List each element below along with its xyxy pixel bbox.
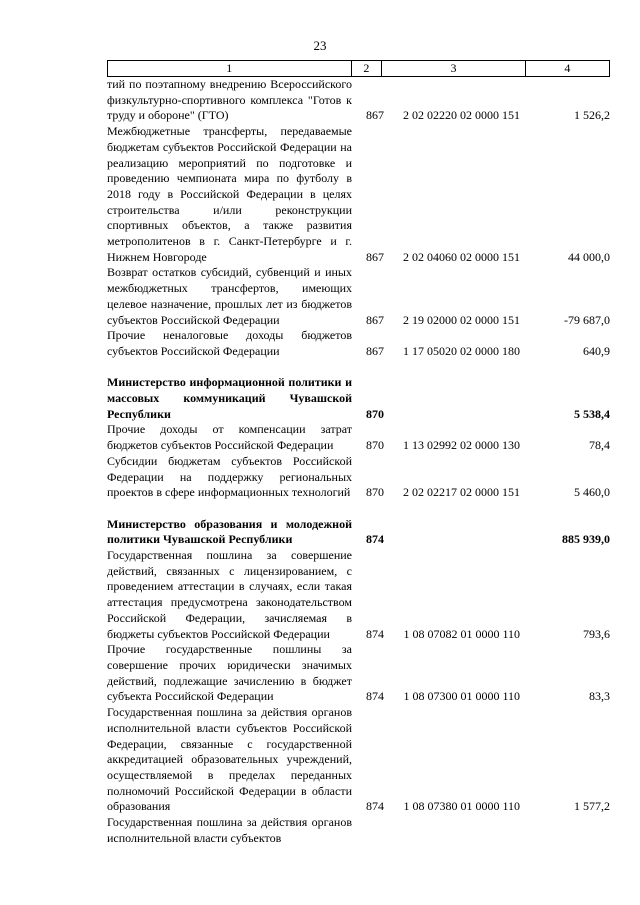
- row-description: тий по поэтапному внедрению Всероссийского физкультурно-спортивного комплекса "Готов к труду и обороне" (ГТО): [107, 77, 352, 123]
- header-col-4: 4: [525, 61, 609, 76]
- ministry-name: Министерство информационной политики и массовых коммуникаций Чувашской Республики: [107, 375, 352, 421]
- revenue-table: [107, 60, 610, 846]
- row-admin-code: 870: [366, 406, 384, 421]
- row-admin-code: 874: [366, 532, 384, 547]
- row-budget-code: 1 13 02992 02 0000 130: [403, 438, 520, 453]
- row-description: Межбюджетные трансферты, передаваемые бюджетам субъектов Российской Федерации на реализацию мероприятий по подготовке и проведению чемпионата мира по футболу в 2018 году в Российской Федерации в целях строительства и/или реконструкции спортивных объектов, а также развития метрополитенов в г. Санкт-Петербурге и г. Нижнем Новгороде: [107, 124, 352, 264]
- row-amount: 78,4: [589, 438, 610, 453]
- ministry-row: [107, 517, 610, 548]
- row-description: Прочие неналоговые доходы бюджетов субъектов Российской Федерации: [107, 328, 352, 358]
- table-row: [107, 705, 610, 815]
- table-row: [107, 265, 610, 328]
- row-budget-code: 1 08 07082 01 0000 110: [403, 626, 520, 641]
- table-row: [107, 77, 610, 124]
- table-row: [107, 124, 610, 265]
- table-row: [107, 548, 610, 642]
- row-description: Государственная пошлина за действия органов исполнительной власти субъектов Российской Федерации, связанные с государственной аккредитацией образовательных учреждений, осуществляемой в пределах переданных полномочий Российской Федерации в области образования: [107, 705, 352, 814]
- row-amount: 44 000,0: [568, 249, 610, 264]
- row-amount: 1 526,2: [574, 108, 610, 123]
- row-budget-code: 1 17 05020 02 0000 180: [403, 343, 520, 358]
- row-amount: 83,3: [589, 689, 610, 704]
- row-description: Государственная пошлина за действия органов исполнительной власти субъектов: [107, 815, 352, 845]
- table-row: [107, 422, 610, 453]
- row-budget-code: 1 08 07380 01 0000 110: [403, 799, 520, 814]
- row-description: Возврат остатков субсидий, субвенций и иных межбюджетных трансфертов, имеющих целевое назначение, прошлых лет из бюджетов субъектов Российской Федерации: [107, 265, 352, 327]
- row-admin-code: 874: [366, 689, 384, 704]
- table-row: [107, 454, 610, 501]
- page-number: 23: [313, 38, 327, 53]
- row-description: Государственная пошлина за совершение действий, связанных с лицензированием, с проведением аттестации в случаях, если такая аттестация предусмотрена законодательством Российской Федерации, зачисляемая в бюджеты субъектов Российской Федерации: [107, 548, 352, 641]
- table-row: [107, 328, 610, 359]
- row-amount: -79 687,0: [564, 312, 610, 327]
- row-amount: 793,6: [583, 626, 610, 641]
- row-amount: 640,9: [583, 343, 610, 358]
- row-budget-code: 2 02 02220 02 0000 151: [403, 108, 520, 123]
- row-admin-code: 874: [366, 799, 384, 814]
- row-admin-code: 867: [366, 343, 384, 358]
- row-admin-code: 870: [366, 438, 384, 453]
- table-row-continued: [107, 815, 610, 846]
- table-row: [107, 642, 610, 705]
- ministry-total: 885 939,0: [562, 532, 610, 547]
- row-amount: 1 577,2: [574, 799, 610, 814]
- row-admin-code: 867: [366, 108, 384, 123]
- row-admin-code: 867: [366, 249, 384, 264]
- ministry-total: 5 538,4: [574, 406, 610, 421]
- row-budget-code: 2 19 02000 02 0000 151: [403, 312, 520, 327]
- row-admin-code: 870: [366, 485, 384, 500]
- row-admin-code: 867: [366, 312, 384, 327]
- row-description: Прочие доходы от компенсации затрат бюджетов субъектов Российской Федерации: [107, 422, 352, 453]
- row-budget-code: 2 02 02217 02 0000 151: [403, 485, 520, 500]
- row-description: Субсидии бюджетам субъектов Российской Федерации на поддержку региональных проектов в сфере информационных технологий: [107, 453, 352, 500]
- row-description: Прочие государственные пошлины за совершение прочих юридически значимых действий, подлежащие зачислению в бюджет субъекта Российской Федерации: [107, 642, 352, 704]
- header-col-1: 1: [226, 61, 233, 75]
- table-header: [107, 60, 610, 77]
- ministry-name: Министерство образования и молодежной политики Чувашской Республики: [107, 516, 352, 547]
- header-col-2: 2: [351, 61, 382, 76]
- header-col-3: 3: [381, 61, 525, 76]
- row-admin-code: 874: [366, 626, 384, 641]
- row-budget-code: 1 08 07300 01 0000 110: [403, 689, 520, 704]
- row-budget-code: 2 02 04060 02 0000 151: [403, 249, 520, 264]
- ministry-row: [107, 375, 610, 422]
- row-amount: 5 460,0: [574, 485, 610, 500]
